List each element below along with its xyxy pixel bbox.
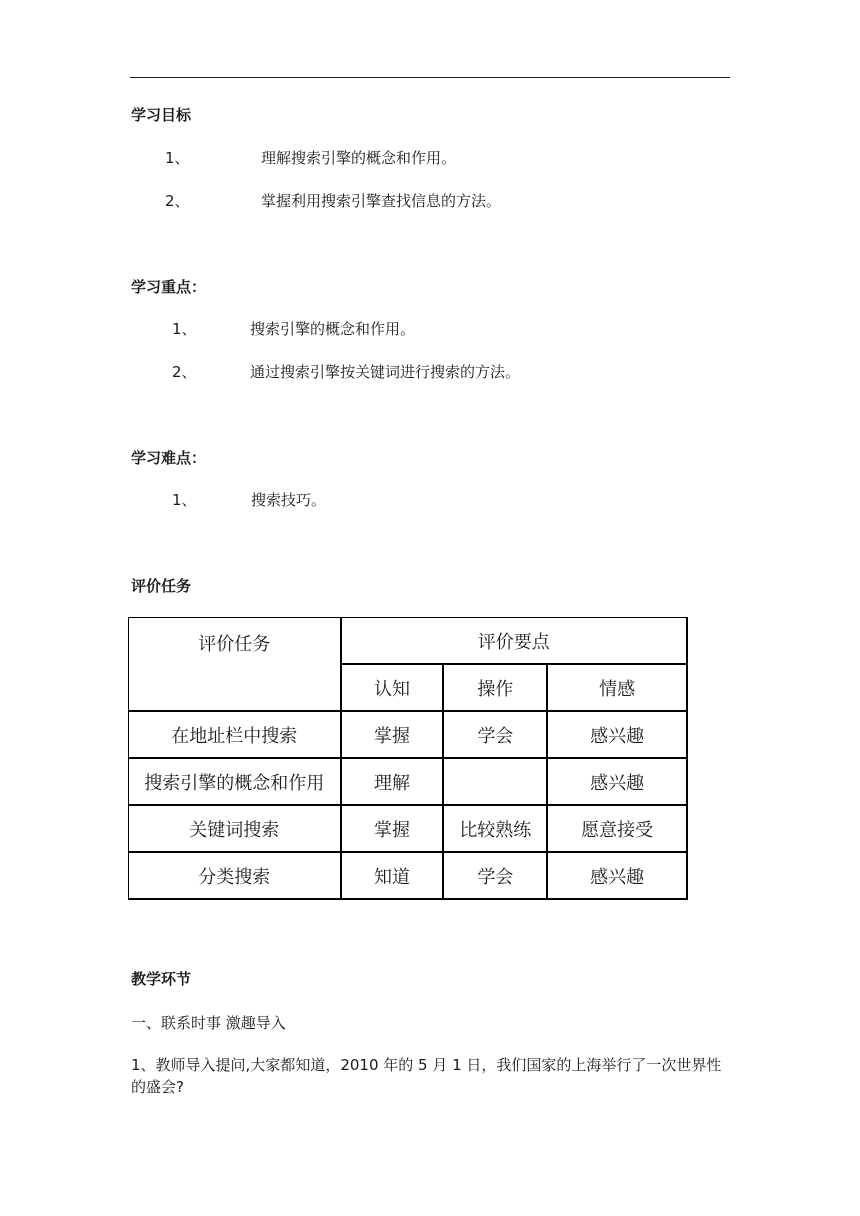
table-cell-emotion: 感兴趣: [548, 712, 688, 759]
goals-heading: 学习目标: [131, 106, 192, 124]
goal-1-text: 理解搜索引擎的概念和作用。: [261, 149, 457, 167]
key-point-2-text: 通过搜索引擎按关键词进行搜索的方法。: [250, 363, 521, 381]
table-cell-task: 分类搜索: [129, 853, 342, 900]
table-row: [129, 806, 688, 853]
table-cell-emotion: 感兴趣: [548, 759, 688, 806]
table-header-task: 评价任务: [129, 618, 342, 712]
difficulties-heading: 学习难点：: [131, 449, 207, 467]
key-points-heading: 学习重点：: [131, 278, 207, 296]
key-point-1-number: 1、: [172, 320, 197, 338]
goal-2-number: 2、: [165, 192, 190, 210]
header-rule: [130, 77, 730, 78]
table-cell-task: 在地址栏中搜索: [129, 712, 342, 759]
table-cell-emotion: 愿意接受: [548, 806, 688, 853]
table-row: [129, 712, 688, 759]
table-header-points: 评价要点: [342, 618, 688, 665]
table-cell-cognition: 掌握: [342, 712, 445, 759]
table-subheader-emotion: 情感: [548, 665, 688, 712]
table-cell-operation: 比较熟练: [444, 806, 548, 853]
difficulty-1-text: 搜索技巧。: [251, 491, 327, 509]
table-subheader-operation: 操作: [444, 665, 548, 712]
table-row: [129, 759, 688, 806]
teaching-section-1: 一、联系时事 激趣导入: [131, 1014, 286, 1032]
difficulty-1-number: 1、: [172, 491, 197, 509]
table-cell-operation: [444, 759, 548, 806]
teaching-heading: 教学环节: [131, 970, 192, 988]
table-row: [129, 853, 688, 900]
table-cell-task: 关键词搜索: [129, 806, 342, 853]
evaluation-heading: 评价任务: [131, 577, 192, 595]
evaluation-table: [128, 617, 688, 900]
table-cell-cognition: 掌握: [342, 806, 445, 853]
table-cell-emotion: 感兴趣: [548, 853, 688, 900]
table-subheader-cognition: 认知: [342, 665, 445, 712]
table-cell-operation: 学会: [444, 853, 548, 900]
key-point-2-number: 2、: [172, 363, 197, 381]
table-cell-operation: 学会: [444, 712, 548, 759]
teaching-paragraph-1: 1、教师导入提问,大家都知道，2010 年的 5 月 1 日，我们国家的上海举行了一次世界性的盛会?: [131, 1056, 722, 1096]
table-cell-task: 搜索引擎的概念和作用: [129, 759, 342, 806]
table-cell-cognition: 知道: [342, 853, 445, 900]
goal-2-text: 掌握利用搜索引擎查找信息的方法。: [261, 192, 502, 210]
goal-1-number: 1、: [165, 149, 190, 167]
key-point-1-text: 搜索引擎的概念和作用。: [250, 320, 416, 338]
table-cell-cognition: 理解: [342, 759, 445, 806]
